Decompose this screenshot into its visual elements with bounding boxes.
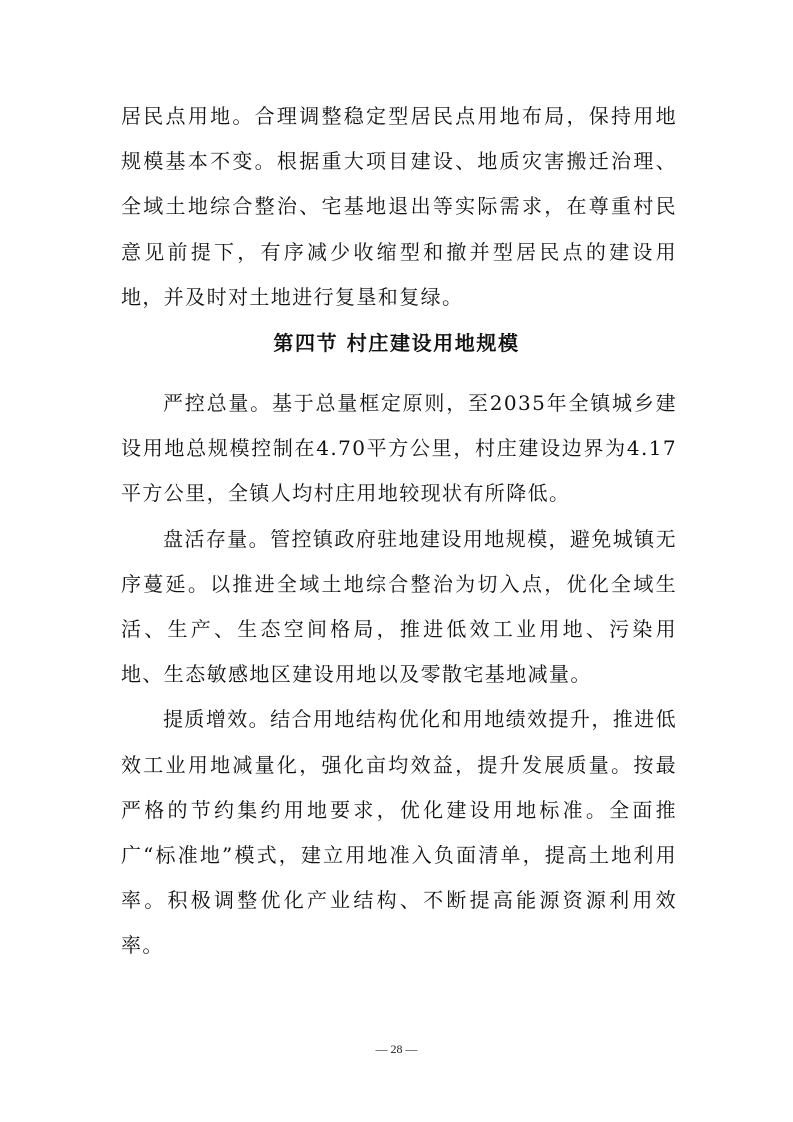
paragraph-revitalize-stock (121, 517, 677, 698)
body-paragraphs (121, 381, 677, 969)
paragraph-body: 管控镇政府驻地建设用地规模，避免城镇无序蔓延。以推进全域土地综合整治为切入点，优化全域生活、生产、生态空间格局，推进低效工业用地、污染用地、生态敏感地区建设用地以及零散宅基地减量。 (121, 526, 677, 687)
paragraph-lead: 盘活存量。 (163, 526, 271, 551)
paragraph-control-total (121, 381, 677, 517)
paragraph-quality-efficiency (121, 697, 677, 968)
section-heading: 第四节 村庄建设用地规模 (273, 331, 520, 355)
paragraph-lead: 提质增效。 (163, 707, 271, 732)
continuation-paragraph-block (121, 94, 677, 320)
paragraph-lead: 严控总量。 (163, 391, 272, 415)
page-number: — 28 — (375, 1042, 418, 1056)
continuation-paragraph: 居民点用地。合理调整稳定型居民点用地布局，保持用地规模基本不变。根据重大项目建设、地质灾害搬迁治理、全域土地综合整治、宅基地退出等实际需求，在尊重村民意见前提下，有序减少收缩型和撤并型居民点的建设用地，并及时对土地进行复垦和复绿。 (121, 104, 677, 309)
paragraph-body: 基于总量框定原则，至2035年全镇城乡建设用地总规模控制在4.70平方公里，村庄建设边界为4.17平方公里，全镇人均村庄用地较现状有所降低。 (121, 391, 678, 506)
paragraph-body: 结合用地结构优化和用地绩效提升，推进低效工业用地减量化，强化亩均效益，提升发展质量。按最严格的节约集约用地要求，优化建设用地标准。全面推广“标准地”模式，建立用地准入负面清单，提高土地利用率。积极调整优化产业结构、不断提高能源资源利用效率。 (121, 707, 677, 958)
